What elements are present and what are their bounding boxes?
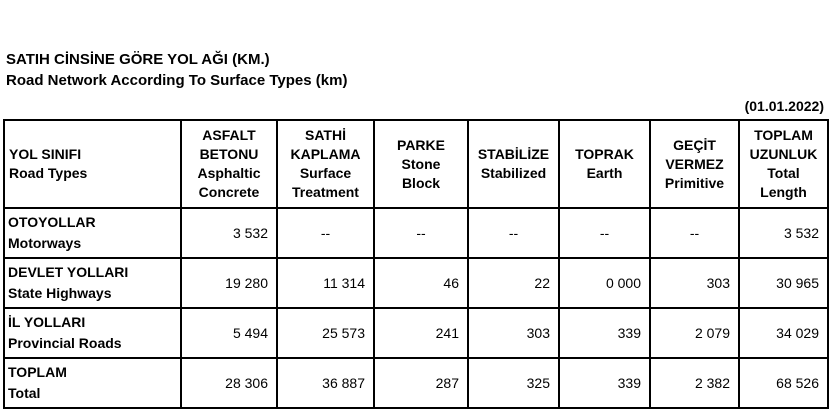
cell-surface-treatment: 25 573 (277, 308, 374, 358)
row-label-en: Total (8, 385, 41, 401)
row-label (4, 358, 181, 408)
cell-primitive: -- (650, 208, 739, 258)
cell-earth: -- (559, 208, 650, 258)
row-label (4, 308, 181, 358)
header-line: UZUNLUK (749, 146, 818, 162)
road-network-table (3, 119, 829, 409)
cell-total: 3 532 (739, 208, 828, 258)
header-row (4, 120, 828, 208)
cell-stabilized: 325 (468, 358, 559, 408)
cell-surface-treatment: 36 887 (277, 358, 374, 408)
col-header-stone-block (374, 120, 468, 208)
cell-surface-treatment: -- (277, 208, 374, 258)
cell-asphalt: 3 532 (181, 208, 277, 258)
row-label-en: State Highways (8, 285, 112, 301)
header-line: TOPLAM (754, 127, 813, 143)
cell-earth: 339 (559, 308, 650, 358)
table-row-state-highways (4, 258, 828, 308)
cell-stone-block: -- (374, 208, 468, 258)
cell-stone-block: 46 (374, 258, 468, 308)
row-label-tr: TOPLAM (8, 364, 67, 380)
row-label-tr: İL YOLLARI (8, 314, 86, 330)
table-row-provincial-roads (4, 308, 828, 358)
table-row-total (4, 358, 828, 408)
cell-total: 34 029 (739, 308, 828, 358)
header-line: STABİLİZE (477, 146, 550, 162)
header-line: Block (401, 174, 441, 191)
col-header-asphalt (181, 120, 277, 208)
cell-asphalt: 19 280 (181, 258, 277, 308)
cell-stabilized: 303 (468, 308, 559, 358)
header-line: Total (767, 165, 800, 181)
cell-asphalt: 5 494 (181, 308, 277, 358)
col-header-earth (559, 120, 650, 208)
cell-primitive: 2 382 (650, 358, 739, 408)
header-line: TOPRAK (575, 146, 634, 162)
cell-stone-block: 241 (374, 308, 468, 358)
header-line: VERMEZ (665, 155, 724, 172)
header-line: ASFALT (202, 127, 256, 143)
header-line: KAPLAMA (290, 146, 361, 162)
header-line: Length (760, 184, 807, 200)
header-line: GEÇİT (673, 136, 716, 153)
header-line: Road Types (9, 165, 88, 181)
header-line: Treatment (292, 184, 359, 200)
cell-primitive: 303 (650, 258, 739, 308)
row-label-tr: OTOYOLLAR (8, 214, 96, 230)
col-header-stabilized (468, 120, 559, 208)
cell-asphalt: 28 306 (181, 358, 277, 408)
row-label-en: Provincial Roads (8, 335, 122, 351)
cell-stabilized: 22 (468, 258, 559, 308)
date-label: (01.01.2022) (744, 98, 824, 114)
header-line: SATHİ (305, 127, 346, 143)
header-line: YOL SINIFI (9, 146, 82, 162)
row-label (4, 208, 181, 258)
cell-stone-block: 287 (374, 358, 468, 408)
col-header-primitive (650, 120, 739, 208)
cell-earth: 0 000 (559, 258, 650, 308)
table-row-motorways (4, 208, 828, 258)
header-line: Stone (401, 155, 441, 172)
header-line: Earth (586, 165, 623, 181)
row-label-tr: DEVLET YOLLARI (8, 264, 129, 280)
cell-total: 68 526 (739, 358, 828, 408)
header-line: Concrete (198, 184, 260, 200)
col-header-road-types (4, 120, 181, 208)
cell-stabilized: -- (468, 208, 559, 258)
cell-surface-treatment: 11 314 (277, 258, 374, 308)
title-turkish: SATIH CİNSİNE GÖRE YOL AĞI (KM.) (6, 51, 270, 68)
header-line: Stabilized (480, 165, 547, 181)
header-line: Primitive (664, 174, 725, 191)
cell-primitive: 2 079 (650, 308, 739, 358)
row-label-en: Motorways (8, 235, 82, 251)
header-line: BETONU (199, 146, 259, 162)
cell-earth: 339 (559, 358, 650, 408)
row-label (4, 258, 181, 308)
col-header-surface-treatment (277, 120, 374, 208)
header-line: Surface (299, 165, 352, 181)
col-header-total-length (739, 120, 828, 208)
title-english: Road Network According To Surface Types (km) (6, 72, 348, 89)
cell-total: 30 965 (739, 258, 828, 308)
header-line: PARKE (397, 136, 445, 153)
header-line: Asphaltic (197, 165, 261, 181)
